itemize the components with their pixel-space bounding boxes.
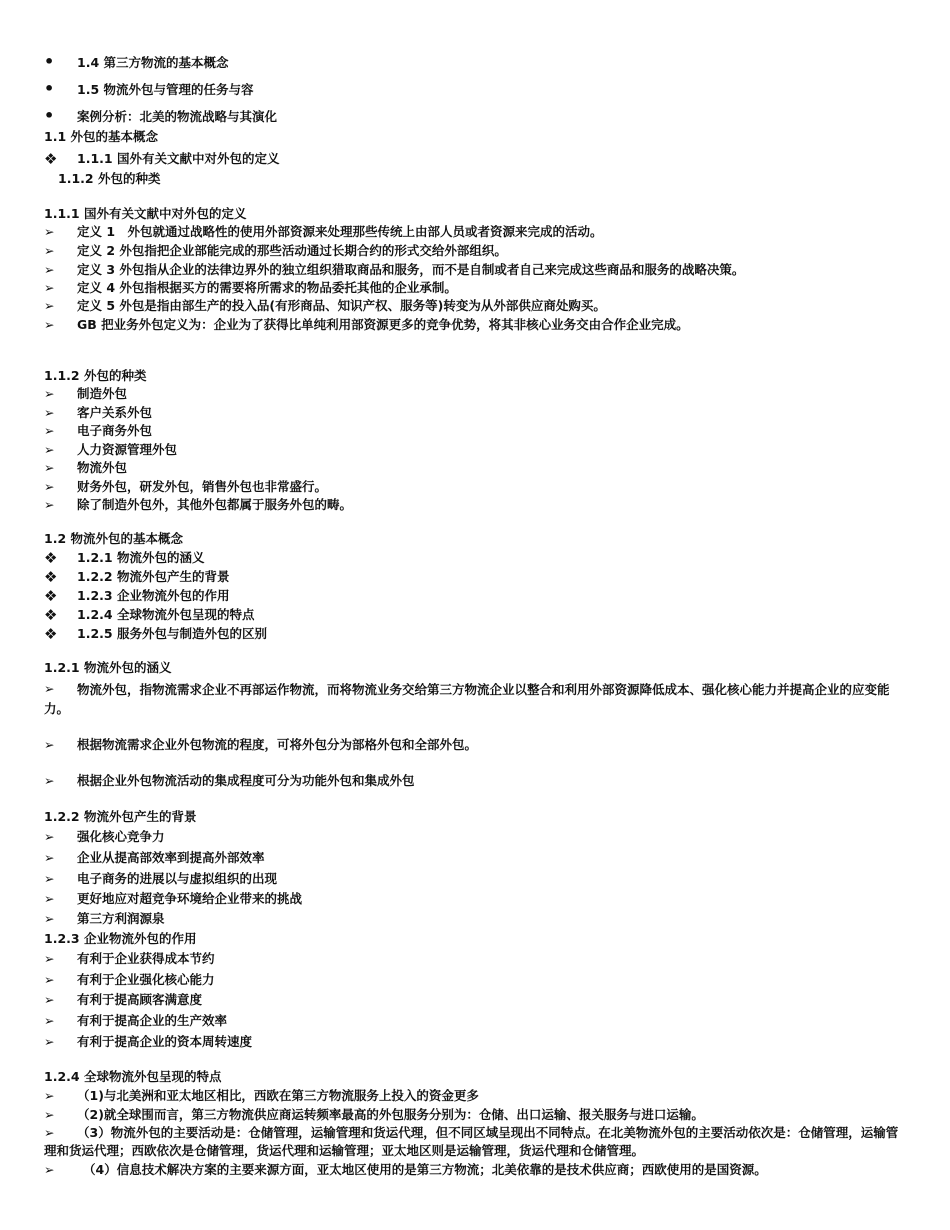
diamond-icon: ❖ xyxy=(44,549,58,567)
feature-item-4: （4）信息技术解决方案的主要来源方面，亚太地区使用的是第三方物流；北美依靠的是技术供应商；西欧使用的是国资源。 xyxy=(83,1162,767,1177)
outline-1-1-title: 1.1 外包的基本概念 xyxy=(44,129,158,144)
arrow-icon: ➢ xyxy=(44,829,55,844)
arrow-icon: ➢ xyxy=(44,681,55,696)
arrow-icon: ➢ xyxy=(44,1162,55,1177)
outsourcing-type-7: 除了制造外包外，其他外包都属于服务外包的畴。 xyxy=(77,497,353,512)
outsourcing-degree-item: 根据物流需求企业外包物流的程度，可将外包分为部格外包和全部外包。 xyxy=(77,737,478,752)
definition-3: 定义 3 外包指从企业的法律边界外的独立组织猎取商品和服务，而不是自制或者自己来完成这些商品和服务的战略决策。 xyxy=(77,262,745,277)
bullet-icon: • xyxy=(44,106,55,125)
diamond-icon: ❖ xyxy=(44,587,58,605)
background-item-4: 更好地应对超竞争环境给企业带来的挑战 xyxy=(77,891,303,906)
outsourcing-type-1: 制造外包 xyxy=(77,386,128,401)
section-1-2-2-title: 1.2.2 物流外包产生的背景 xyxy=(44,809,197,824)
definition-1: 定义 1 外包就通过战略性的使用外部资源来处理那些传统上由部人员或者资源来完成的活动。 xyxy=(77,224,603,239)
arrow-icon: ➢ xyxy=(44,992,55,1007)
background-item-3: 电子商务的进展以与虚拟组织的出现 xyxy=(77,871,278,886)
arrow-icon: ➢ xyxy=(44,224,55,239)
function-item-1: 有利于企业获得成本节约 xyxy=(77,951,215,966)
logistics-outsourcing-definition: 物流外包，指物流需求企业不再部运作物流，而将物流业务交给第三方物流企业以整合和利用外部资源降低成本、强化核心能力并提高企业的应变能力。 xyxy=(44,682,890,716)
arrow-icon: ➢ xyxy=(44,1107,55,1122)
outline-1-2-item-1: 1.2.1 物流外包的涵义 xyxy=(77,550,205,565)
top-bullet-3: 案例分析：北美的物流战略与其演化 xyxy=(77,109,278,124)
outsourcing-integration-item: 根据企业外包物流活动的集成程度可分为功能外包和集成外包 xyxy=(77,773,415,788)
function-item-4: 有利于提高企业的生产效率 xyxy=(77,1013,228,1028)
function-item-3: 有利于提高顾客满意度 xyxy=(77,992,203,1007)
function-item-2: 有利于企业强化核心能力 xyxy=(77,972,215,987)
arrow-icon: ➢ xyxy=(44,280,55,295)
arrow-icon: ➢ xyxy=(44,1125,55,1140)
outline-1-2-title: 1.2 物流外包的基本概念 xyxy=(44,531,183,546)
arrow-icon: ➢ xyxy=(44,262,55,277)
feature-item-2: （2)就全球围而言，第三方物流供应商运转频率最高的外包服务分别为：仓储、出口运输、报关服务与进口运输。 xyxy=(77,1107,704,1122)
outline-1-2-item-3: 1.2.3 企业物流外包的作用 xyxy=(77,588,230,603)
outline-1-2-item-5: 1.2.5 服务外包与制造外包的区别 xyxy=(77,626,267,641)
arrow-icon: ➢ xyxy=(44,405,55,420)
definition-2: 定义 2 外包指把企业部能完成的那些活动通过长期合约的形式交给外部组织。 xyxy=(77,243,507,258)
outsourcing-type-4: 人力资源管理外包 xyxy=(77,442,178,457)
outsourcing-type-3: 电子商务外包 xyxy=(77,423,153,438)
section-1-2-4-title: 1.2.4 全球物流外包呈现的特点 xyxy=(44,1069,222,1084)
outsourcing-type-6: 财务外包，研发外包，销售外包也非常盛行。 xyxy=(77,479,328,494)
feature-item-3: （3）物流外包的主要活动是：仓储管理，运输管理和货运代理，但不同区域呈现出不同特点。在北美物流外包的主要活动依次是：仓储管理，运输管理和货运代理；西欧依次是仓储管理，货运代理和运输管理；亚太地区则是运输管理，货运代理和仓储管理。 xyxy=(44,1125,899,1158)
background-item-1: 强化核心竞争力 xyxy=(77,829,165,844)
function-item-5: 有利于提高企业的资本周转速度 xyxy=(77,1034,253,1049)
arrow-icon: ➢ xyxy=(44,1013,55,1028)
outline-1-1-item-1: 1.1.1 国外有关文献中对外包的定义 xyxy=(77,151,280,166)
arrow-icon: ➢ xyxy=(44,911,55,926)
definition-5: 定义 5 外包是指由部生产的投入品(有形商品、知识产权、服务等)转变为从外部供应商处购买。 xyxy=(77,298,606,313)
outline-1-2-item-2: 1.2.2 物流外包产生的背景 xyxy=(77,569,230,584)
bullet-icon: • xyxy=(44,52,55,71)
top-bullet-2: 1.5 物流外包与管理的任务与容 xyxy=(77,82,254,97)
arrow-icon: ➢ xyxy=(44,773,55,788)
top-bullet-1: 1.4 第三方物流的基本概念 xyxy=(77,55,229,70)
arrow-icon: ➢ xyxy=(44,951,55,966)
outline-1-2-item-4: 1.2.4 全球物流外包呈现的特点 xyxy=(77,607,255,622)
arrow-icon: ➢ xyxy=(44,1088,55,1103)
arrow-icon: ➢ xyxy=(44,891,55,906)
definition-gb: GB 把业务外包定义为：企业为了获得比单纯利用部资源更多的竞争优势，将其非核心业务交由合作企业完成。 xyxy=(77,317,689,332)
section-1-1-1-title: 1.1.1 国外有关文献中对外包的定义 xyxy=(44,206,247,221)
section-1-1-2-title: 1.1.2 外包的种类 xyxy=(44,368,147,383)
arrow-icon: ➢ xyxy=(44,423,55,438)
arrow-icon: ➢ xyxy=(44,317,55,332)
arrow-icon: ➢ xyxy=(44,850,55,865)
definition-4: 定义 4 外包指根据买方的需要将所需求的物品委托其他的企业承制。 xyxy=(77,280,457,295)
arrow-icon: ➢ xyxy=(44,386,55,401)
bullet-icon: • xyxy=(44,79,55,98)
arrow-icon: ➢ xyxy=(44,460,55,475)
feature-item-1: （1)与北美洲和亚太地区相比，西欧在第三方物流服务上投入的资金更多 xyxy=(77,1088,479,1103)
section-1-2-3-title: 1.2.3 企业物流外包的作用 xyxy=(44,931,197,946)
arrow-icon: ➢ xyxy=(44,737,55,752)
arrow-icon: ➢ xyxy=(44,871,55,886)
arrow-icon: ➢ xyxy=(44,243,55,258)
arrow-icon: ➢ xyxy=(44,972,55,987)
arrow-icon: ➢ xyxy=(44,479,55,494)
arrow-icon: ➢ xyxy=(44,1034,55,1049)
arrow-icon: ➢ xyxy=(44,497,55,512)
diamond-icon: ❖ xyxy=(44,625,58,643)
diamond-icon: ❖ xyxy=(44,150,58,168)
outsourcing-type-2: 客户关系外包 xyxy=(77,405,153,420)
outline-1-1-item-2: 1.1.2 外包的种类 xyxy=(58,171,161,186)
arrow-icon: ➢ xyxy=(44,442,55,457)
diamond-icon: ❖ xyxy=(44,606,58,624)
arrow-icon: ➢ xyxy=(44,298,55,313)
diamond-icon: ❖ xyxy=(44,568,58,586)
section-1-2-1-title: 1.2.1 物流外包的涵义 xyxy=(44,660,172,675)
background-item-2: 企业从提高部效率到提高外部效率 xyxy=(77,850,265,865)
background-item-5: 第三方利润源泉 xyxy=(77,911,165,926)
outsourcing-type-5: 物流外包 xyxy=(77,460,128,475)
